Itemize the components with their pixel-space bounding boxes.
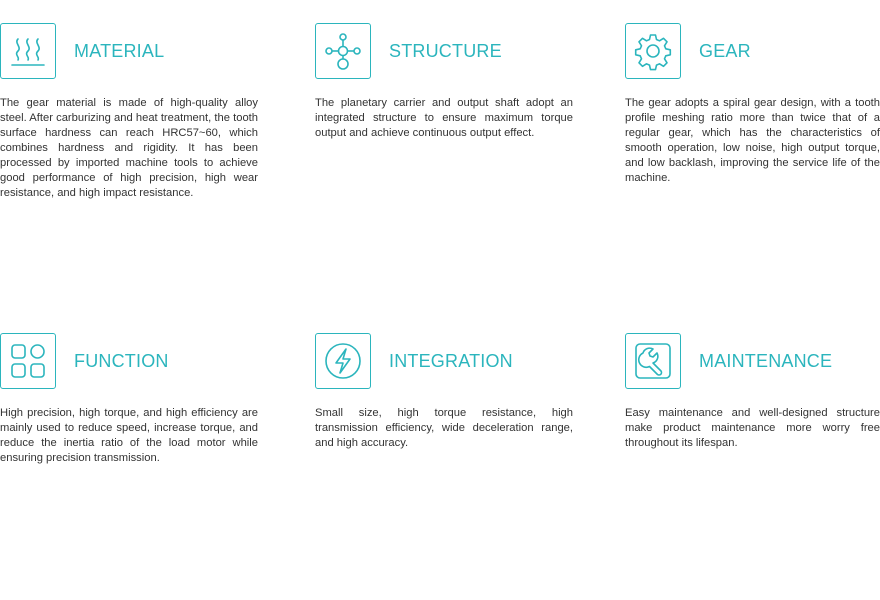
- grid-icon: [0, 333, 56, 389]
- feature-header: [315, 332, 573, 390]
- feature-description: Easy maintenance and well-designed structure make product maintenance more worry free throughout its lifespan.: [625, 407, 880, 449]
- feature-title: INTEGRATION: [389, 350, 513, 371]
- feature-integration: [315, 332, 573, 451]
- feature-title: FUNCTION: [74, 350, 169, 371]
- feature-title: MATERIAL: [74, 40, 165, 61]
- gear-icon: [625, 23, 681, 79]
- molecule-icon: [315, 23, 371, 79]
- feature-title: STRUCTURE: [389, 40, 502, 61]
- feature-header: [625, 22, 880, 80]
- feature-function: [0, 332, 258, 466]
- feature-header: [315, 22, 573, 80]
- wrench-icon: [625, 333, 681, 389]
- feature-description: Small size, high torque resistance, high transmission efficiency, wide deceleration range, and high accuracy.: [315, 407, 573, 449]
- feature-description: The planetary carrier and output shaft adopt an integrated structure to ensure maximum torque output and achieve continuous output effect.: [315, 97, 573, 139]
- feature-description: The gear adopts a spiral gear design, with a tooth profile meshing ratio more than twice that of a regular gear, which has the characteristics of smooth operation, low noise, high output torque, and low backlash, improving the service life of the machine.: [625, 97, 880, 184]
- feature-header: [625, 332, 880, 390]
- feature-description: The gear material is made of high-quality alloy steel. After carburizing and heat treatment, the tooth surface hardness can reach HRC57~60, which combines hardness and rigidity. It has been processed by imported machine tools to achieve good performance of high precision, high wear resistance, and high impact resistance.: [0, 97, 258, 199]
- feature-structure: [315, 22, 573, 141]
- heat-waves-icon: [0, 23, 56, 79]
- feature-material: [0, 22, 258, 201]
- feature-gear: [625, 22, 880, 186]
- lightning-icon: [315, 333, 371, 389]
- feature-header: [0, 332, 258, 390]
- feature-header: [0, 22, 258, 80]
- feature-title: GEAR: [699, 40, 751, 61]
- feature-title: MAINTENANCE: [699, 350, 833, 371]
- feature-maintenance: [625, 332, 880, 451]
- feature-description: High precision, high torque, and high efficiency are mainly used to reduce speed, increase torque, and reduce the inertia ratio of the load motor while ensuring precision transmission.: [0, 407, 258, 464]
